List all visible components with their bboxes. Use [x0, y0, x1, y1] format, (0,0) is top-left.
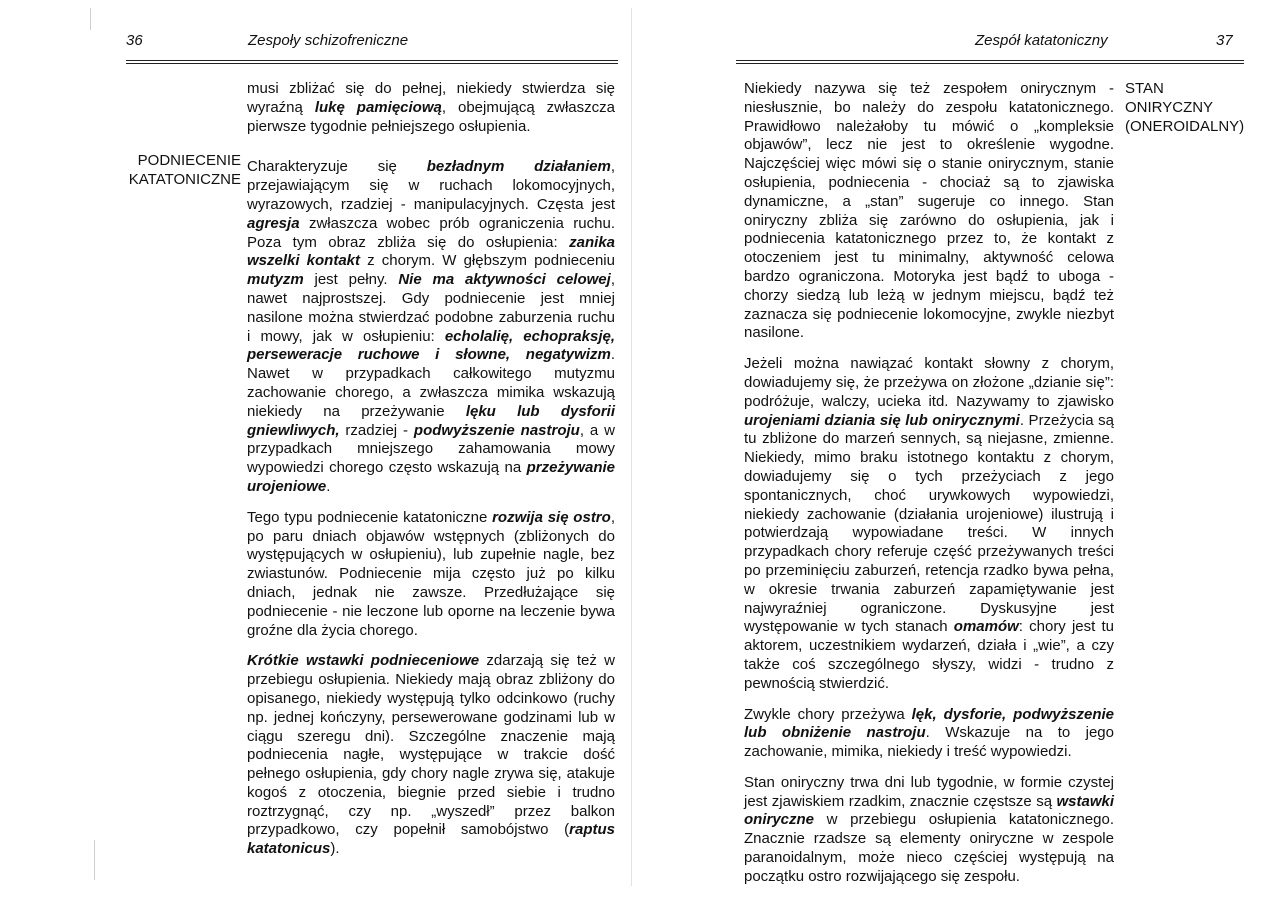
side-heading-line: (ONEROIDALNY)	[1125, 117, 1245, 135]
text-run: Niekiedy nazywa się też zespołem onirycznym - niesłusznie, bo należy do zespołu katatonicznego. Prawidłowo należałoby tu mówić o „kompleksie objawów”, lecz nie jest to określenie wygodne. Najczęściej więc mówi się o stanie onirycznym, stanie osłupienia, podniecenia - chociaż są to zjawiska dynamiczne, a „stan” sugeruje co innego. Stan oniryczny zbliża się zarówno do osłupienia, jak i podniecenia katatonicznego przez to, że kontakt z otoczeniem jest tu minimalny, aktywność celowa bardzo ograniczona. Motoryka jest bądź to uboga - chorzy siedzą lub leżą w jednym miejscu, bądź też zaznacza się podniecenie lokomocyjne, zwykle niezbyt nasilone.	[744, 80, 1114, 342]
emphasis: Nie ma aktywności celowej	[398, 271, 611, 289]
text-run: . Nawet w przypadkach całkowitego mutyzmu zachowanie chorego, a zwłaszcza mimika wskazują niekiedy na przeżywanie	[247, 346, 615, 420]
side-heading-line: ONIRYCZNY	[1125, 98, 1214, 116]
left-page	[0, 0, 632, 893]
emphasis: przeżywanie urojeniowe	[247, 459, 615, 495]
emphasis: agresja	[247, 214, 300, 232]
text-run: Stan oniryczny trwa dni lub tygodnie, w formie czystej jest zjawiskiem rzadkim, znacznie częstsze są	[744, 773, 1114, 810]
text-run: rzadziej -	[339, 421, 414, 439]
emphasis: podwyższenie nastroju	[413, 421, 580, 439]
text-run: musi zbliżać się do pełnej, niekiedy stwierdza się wyraźną	[247, 80, 615, 116]
header-rule-double	[736, 63, 1244, 64]
emphasis: raptus katatonicus	[247, 821, 615, 858]
paragraph	[744, 774, 1114, 887]
right-page	[632, 0, 1263, 893]
side-heading-podniecenie	[96, 152, 241, 190]
text-run: w przebiegu osłupienia katatonicznego. Znacznie rzadsze są elementy oniryczne w zespole paranoidalnym, może nieco częściej występują na początku ostro rozwijającego się zespołu.	[744, 811, 1114, 885]
paragraph	[744, 706, 1114, 762]
page-number: 36	[126, 32, 143, 49]
text-run: zdarzają się też w przebiegu osłupienia. Niekiedy mają obraz zbliżony do opisanego, niekiedy występują tylko odcinkowo (ruchy np. jednej kończyny, persewerowane godzinami lub w ciągu szeregu dni). Szczególne znaczenie mają podniecenia nagłe, występujące w trakcie dość pełnego osłupienia, gdy chory nagle zrywa się, atakuje kogoś z otoczenia, biegnie przed siebie i trudno roztrzygnąć, czy np. „wyszedł” przez balkon przypadkowo, czy popełnił samobójstwo (	[247, 652, 616, 839]
side-heading-stan-oniryczny	[1125, 80, 1260, 136]
text-run: jest pełny.	[303, 271, 399, 289]
emphasis: mutyzm	[247, 271, 304, 289]
emphasis: lęku lub dysforii gniewliwych,	[247, 402, 615, 439]
text-run: .	[326, 477, 331, 495]
running-head: Zespół katatoniczny	[975, 32, 1108, 49]
text-run: , nawet najprostszej. Gdy podniecenie jest mniej nasilone można stwierdzać podobne zaburzenia ruchu i mowy, jak w osłupieniu:	[247, 271, 615, 345]
body-text	[247, 80, 615, 869]
text-run: , przejawiającym się w ruchach lokomocyjnych, wyrazowych, rzadziej - manipulacyjnych. Częsta jest	[247, 158, 615, 213]
paragraph	[247, 80, 615, 136]
emphasis: bezładnym działaniem	[426, 158, 611, 176]
text-run: ).	[330, 840, 340, 858]
text-run: , po paru dniach objawów wstępnych (zbliżonych do występujących w osłupieniu), lub zupełnie nagle, bez zwiastunów. Podniecenie mija często już po kilku dniach, jednak nie zawsze. Przedłużające się podniecenie - nie leczone lub oporne na leczenie bywa groźne dla życia chorego.	[247, 508, 615, 639]
side-heading-line: KATATONICZNE	[128, 170, 241, 188]
paragraph	[247, 509, 615, 641]
text-run: , a w przypadkach mniejszego zahamowania mowy wypowiedzi chorego często wskazują na	[247, 421, 616, 477]
header-rule-double	[126, 63, 618, 64]
text-run: Zwykle chory przeżywa	[744, 705, 912, 723]
emphasis: omamów	[953, 618, 1019, 636]
text-run: z chorym. W głębszym podnieceniu	[360, 252, 615, 270]
emphasis: urojeniami dziania się lub onirycznymi	[744, 411, 1020, 429]
text-run: . Wskazuje na to jego zachowanie, mimika, niekiedy i treść wypowiedzi.	[744, 724, 1114, 761]
side-heading-line: STAN	[1125, 80, 1164, 97]
side-heading-line: PODNIECENIE	[137, 152, 241, 169]
emphasis: wstawki oniryczne	[744, 792, 1114, 829]
text-run: Jeżeli można nawiązać kontakt słowny z chorym, dowiadujemy się, że przeżywa on złożone „dzianie się”: podróżuje, walczy, ucieka itd. Nazywamy to zjawisko	[744, 355, 1114, 410]
emphasis: echolalię, echopraksję, perseweracje ruchowe i słowne, negatywizm	[247, 327, 615, 364]
emphasis: zanika wszelki kontakt	[247, 233, 615, 270]
emphasis: rozwija się ostro	[492, 508, 611, 526]
paragraph	[247, 158, 615, 496]
running-head: Zespoły schizofreniczne	[248, 32, 409, 49]
emphasis: lęk, dysforie, podwyższenie lub obniżenie nastroju	[744, 705, 1114, 742]
header-rule	[736, 60, 1244, 61]
emphasis: lukę pamięciową	[314, 98, 442, 116]
text-run: Tego typu podniecenie katatoniczne	[247, 508, 493, 526]
text-run: : chory jest tu aktorem, uczestnikiem wydarzeń, działa i „wie”, a czy także coś szczególnego słyszy, widzi - trudno z pewnością stwierdzić.	[744, 618, 1114, 692]
text-run: Charakteryzuje się	[247, 158, 427, 176]
emphasis: Krótkie wstawki podnieceniowe	[247, 652, 480, 670]
paragraph	[744, 80, 1114, 343]
text-run: , obejmującą zwłaszcza pierwsze tygodnie pełniejszego osłupienia.	[247, 98, 615, 135]
text-run: zwłaszcza wobec prób ograniczenia ruchu. Poza tym obraz zbliża się do osłupienia:	[247, 214, 615, 251]
page-number: 37	[1216, 32, 1233, 49]
paragraph	[247, 652, 615, 859]
body-text	[744, 80, 1114, 897]
paragraph	[744, 355, 1114, 693]
header-rule	[126, 60, 618, 61]
text-run: . Przeżycia są tu zbliżone do marzeń sennych, są niejasne, zmienne. Niekiedy, mimo braku istotnego kontaktu z chorym, dowiadujemy się o tych przeżyciach z jego spontanicznych, choć urywkowych wypowiedzi, niekiedy zachowanie (działania urojeniowe) ilustrują i potwierdzają wypowiadane treści. W innych przypadkach chory referuje część przeżywanych treści po przeminięciu zaburzeń, retencja rzadko bywa pełna, w okresie trwania zaburzeń zapamiętywanie jest najwyraźniej ograniczone. Dyskusyjne jest występowanie w tych stanach	[744, 411, 1114, 636]
